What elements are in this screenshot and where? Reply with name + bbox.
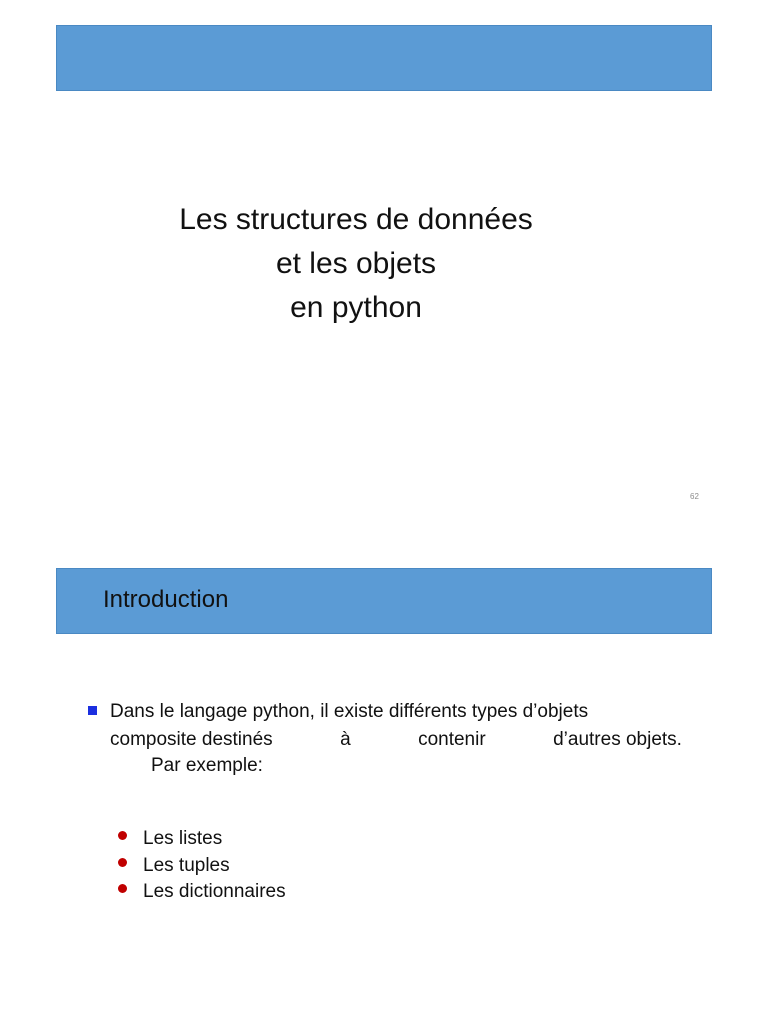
list-item-label: Les tuples — [143, 854, 230, 876]
example-list — [118, 826, 286, 906]
title-line: en python — [290, 291, 422, 324]
slide-title — [96, 198, 616, 330]
intro-line — [110, 726, 682, 754]
intro-word: d’autres objets. — [553, 729, 682, 750]
header-bar — [56, 568, 712, 634]
title-line: et les objets — [275, 247, 437, 280]
bullet-dot-icon — [118, 884, 127, 893]
list-item — [118, 853, 286, 880]
intro-word: à — [340, 729, 351, 750]
list-item-label: Les listes — [143, 828, 223, 849]
header-bar — [56, 25, 712, 91]
square-bullet-icon — [88, 706, 97, 715]
list-item — [118, 879, 286, 906]
section-title: Introduction — [103, 586, 229, 613]
intro-word: composite destinés — [110, 729, 273, 750]
slide-number: 62 — [690, 492, 699, 501]
intro-line: Dans le langage python, il existe différents types d’objets — [110, 701, 589, 722]
title-line: Les structures de données — [179, 203, 533, 236]
list-item — [118, 826, 286, 853]
list-item-label: Les dictionnaires — [143, 881, 286, 902]
bullet-dot-icon — [118, 831, 127, 840]
intro-line: Par exemple: — [151, 755, 263, 776]
bullet-dot-icon — [118, 858, 127, 867]
introduction-slide — [0, 540, 768, 1024]
intro-word: contenir — [418, 729, 486, 750]
